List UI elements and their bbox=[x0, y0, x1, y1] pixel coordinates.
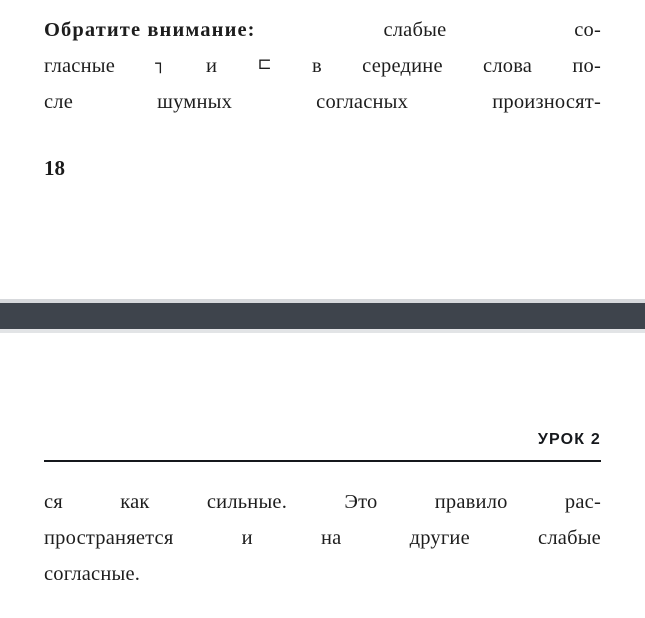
text-word: ся bbox=[44, 491, 63, 513]
text-word: согласных bbox=[316, 91, 409, 113]
text-line bbox=[44, 84, 601, 120]
text-word: Это bbox=[344, 491, 378, 513]
text-word: гласные bbox=[44, 55, 116, 77]
text-word: сильные. bbox=[206, 491, 288, 513]
text-word: на bbox=[320, 527, 342, 549]
note-lead-label: Обратите внимание: bbox=[44, 19, 256, 41]
text-word: середине bbox=[362, 55, 443, 77]
hangul-jamo-glyph-2: ⊏ bbox=[257, 54, 272, 74]
text-word: в bbox=[312, 55, 322, 77]
text-word: сле bbox=[44, 91, 74, 113]
text-word: рас- bbox=[564, 491, 601, 513]
page-fragment-bottom bbox=[0, 333, 645, 618]
paragraph-continuation bbox=[44, 484, 601, 592]
text-word: слабые bbox=[383, 19, 447, 41]
text-word: шумных bbox=[157, 91, 233, 113]
text-word: другие bbox=[409, 527, 470, 549]
text-word: как bbox=[120, 491, 150, 513]
text-word: правило bbox=[434, 491, 508, 513]
header-rule bbox=[44, 460, 601, 462]
page-fragment-top bbox=[0, 0, 645, 305]
page-separator-band bbox=[0, 303, 645, 329]
text-line: согласные. bbox=[44, 563, 141, 585]
text-word: произносят- bbox=[492, 91, 601, 113]
hangul-jamo-glyph-1: ┐ bbox=[155, 54, 166, 74]
text-word: со- bbox=[574, 19, 601, 41]
text-line bbox=[44, 484, 601, 520]
text-line bbox=[44, 520, 601, 556]
page-number: 18 bbox=[44, 156, 65, 180]
paragraph-note bbox=[44, 12, 601, 120]
text-word: слова bbox=[483, 55, 533, 77]
running-head: УРОК 2 bbox=[537, 431, 601, 448]
text-word: по- bbox=[572, 55, 601, 77]
text-word: слабые bbox=[538, 527, 601, 549]
text-word: и bbox=[205, 55, 218, 77]
text-word: и bbox=[241, 527, 253, 549]
text-word: пространяется bbox=[44, 527, 174, 549]
text-line bbox=[44, 12, 601, 48]
text-line bbox=[44, 48, 601, 84]
